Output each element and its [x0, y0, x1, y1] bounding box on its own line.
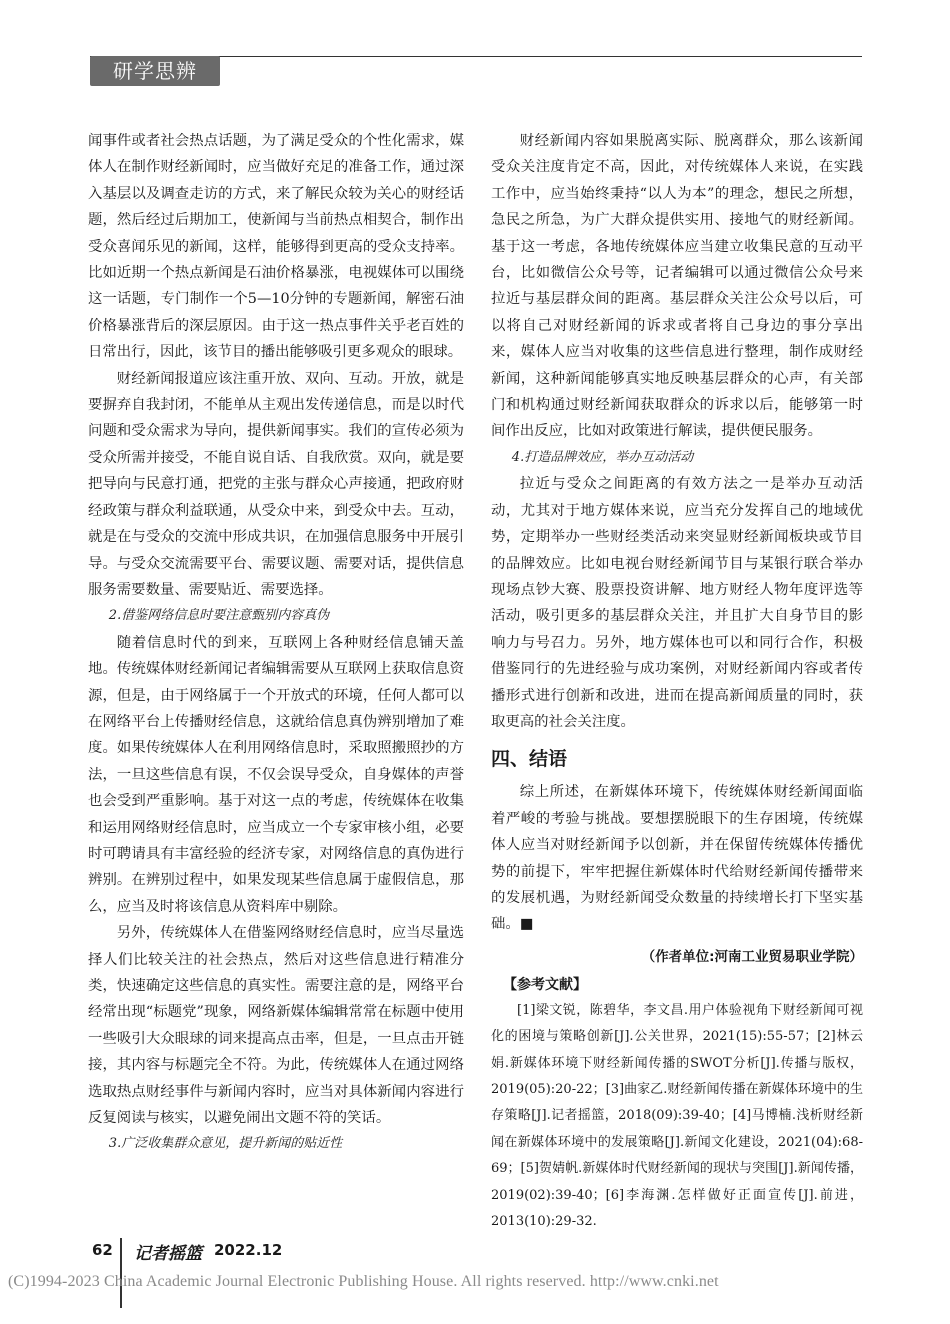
subheading-3: 3.广泛收集群众意见，提升新闻的贴近性: [108, 1136, 343, 1152]
right-column: [491, 128, 863, 1235]
right-paragraph-2: 拉近与受众之间距离的有效方法之一是举办互动活动，尤其对于地方媒体来说，应当充分发挥自己的地域优势，定期举办一些财经类活动来突显财经新闻板块或节目的品牌效应。比如电视台财经新闻节目与某银行联合举办现场点钞大赛、股票投资讲解、地方财经人物年度评选等活动，吸引更多的基层群众关注，并且扩大自身节目的影响力与号召力。另外，地方媒体也可以和同行合作，积极借鉴同行的先进经验与成功案例，对财经新闻内容或者传播形式进行创新和改进，进而在提高新闻质量的同时，获取更高的社会关注度。: [491, 476, 863, 730]
left-paragraph-1: 闻事件或者社会热点话题，为了满足受众的个性化需求，媒体人在制作财经新闻时，应当做好充足的准备工作，通过深入基层以及调查走访的方式，来了解民众较为关心的财经话题，然后经过后期加工，使新闻与当前热点相契合，制作出受众喜闻乐见的新闻，这样，能够得到更高的受众支持率。比如近期一个热点新闻是石油价格暴涨，电视媒体可以围绕这一话题，专门制作一个5—10分钟的专题新闻，解密石油价格暴涨背后的深层原因。由于这一热点事件关乎老百姓的日常出行，因此，该节目的播出能够吸引更多观众的眼球。: [88, 133, 464, 361]
page-number: 62: [92, 1241, 113, 1259]
issue-number: 2022.12: [214, 1241, 283, 1259]
journal-logo: 记者摇篮: [134, 1244, 202, 1264]
left-paragraph-2: 财经新闻报道应该注重开放、双向、互动。开放，就是要摒弃自我封闭，不能单从主观出发传递信息，而是以时代问题和受众需求为导向，提供新闻事实。我们的宣传必须为受众所需并接受，不能自说自话、自我欣赏。双向，就是要把导向与民意打通，把党的主张与群众心声接通，把政府财经政策与群众利益联通，从受众中来，到受众中去。互动，就是在与受众的交流中形成共识，在加强信息服务中开展引导。与受众交流需要平台、需要议题、需要对话，提供信息服务需要数量、需要贴近、需要选择。: [88, 370, 464, 598]
section-header: [90, 56, 220, 86]
references-list: [1]梁文锐，陈碧华，李文昌.用户体验视角下财经新闻可视化的困境与策略创新[J].公关世界，2021(15):55-57；[2]林云娟.新媒体环境下财经新闻传播的SWOT分析[J].传播与版权，2019(05):20-22；[3]曲家乙.财经新闻传播在新媒体环境中的生存策略[J].记者摇篮，2018(09):39-40；[4]马博楠.浅析财经新闻在新媒体环境中的发展策略[J].新闻文化建设，2021(04):68-69；[5]贺婧帆.新媒体时代财经新闻的现状与突围[J].新闻传播，2019(02):39-40；[6]李海渊.怎样做好正面宣传[J].前进，2013(10):29-32.: [491, 1002, 863, 1230]
author-affiliation: （作者单位:河南工业贸易职业学院）: [641, 948, 863, 965]
left-paragraph-3: 随着信息时代的到来，互联网上各种财经信息铺天盖地。传统媒体财经新闻记者编辑需要从互联网上获取信息资源，但是，由于网络属于一个开放式的环境，任何人都可以在网络平台上传播财经信息，这就给信息真伪辨别增加了难度。如果传统媒体人在利用网络信息时，采取照搬照抄的方法，一旦这些信息有误，不仅会误导受众，自身媒体的声誉也会受到严重影响。基于对这一点的考虑，传统媒体在收集和运用网络财经信息时，应当成立一个专家审核小组，必要时可聘请具有丰富经验的经济专家，对网络信息的真伪进行辨别。在辨别过程中，如果发现某些信息属于虚假信息，那么，应当及时将该信息从资料库中剔除。: [88, 634, 464, 915]
section-title-conclusion: 四、结语: [491, 748, 568, 771]
right-paragraph-3: 综上所述，在新媒体环境下，传统媒体财经新闻面临着严峻的考验与挑战。要想摆脱眼下的生存困境，传统媒体人应当对财经新闻予以创新，并在保留传统媒体传播优势的前提下，牢牢把握住新媒体时代给财经新闻传播带来的发展机遇，为财经新闻受众数量的持续增长打下坚实基础。■: [491, 784, 863, 933]
copyright-notice: (C)1994-2023 China Academic Journal Electronic Publishing House. All rights reserved. http://www.cnki.net: [8, 1273, 719, 1290]
left-column: [88, 128, 464, 1158]
subheading-4: 4.打造品牌效应，举办互动活动: [511, 449, 694, 465]
section-header-label: 研学思辨: [113, 59, 197, 83]
right-paragraph-1: 财经新闻内容如果脱离实际、脱离群众，那么该新闻受众关注度肯定不高，因此，对传统媒体人来说，在实践工作中，应当始终秉持“以人为本”的理念，想民之所想，急民之所急，为广大群众提供实用、接地气的财经新闻。基于这一考虑，各地传统媒体应当建立收集民意的互动平台，比如微信公众号等，记者编辑可以通过微信公众号来拉近与基层群众间的距离。基层群众关注公众号以后，可以将自己对财经新闻的诉求或者将自己身边的事分享出来，媒体人应当对收集的这些信息进行整理，制作成财经新闻，这种新闻能够真实地反映基层群众的心声，有关部门和机构通过财经新闻获取群众的诉求以后，能够第一时间作出反应，比如对政策进行解读，提供便民服务。: [491, 133, 863, 440]
references-title: 【参考文献】: [503, 976, 587, 993]
left-paragraph-4: 另外，传统媒体人在借鉴网络财经信息时，应当尽量选择人们比较关注的社会热点，然后对这些信息进行精准分类，快速确定这些信息的真实性。需要注意的是，网络平台经常出现“标题党”现象，网络新媒体编辑常常在标题中使用一些吸引大众眼球的词来提高点击率，但是，一旦点击开链接，其内容与标题完全不符。为此，传统媒体人在通过网络选取热点财经事件与新闻内容时，应当对具体新闻内容进行反复阅读与核实，以避免闹出文题不符的笑话。: [88, 925, 464, 1127]
subheading-2: 2.借鉴网络信息时要注意甄别内容真伪: [108, 608, 330, 624]
